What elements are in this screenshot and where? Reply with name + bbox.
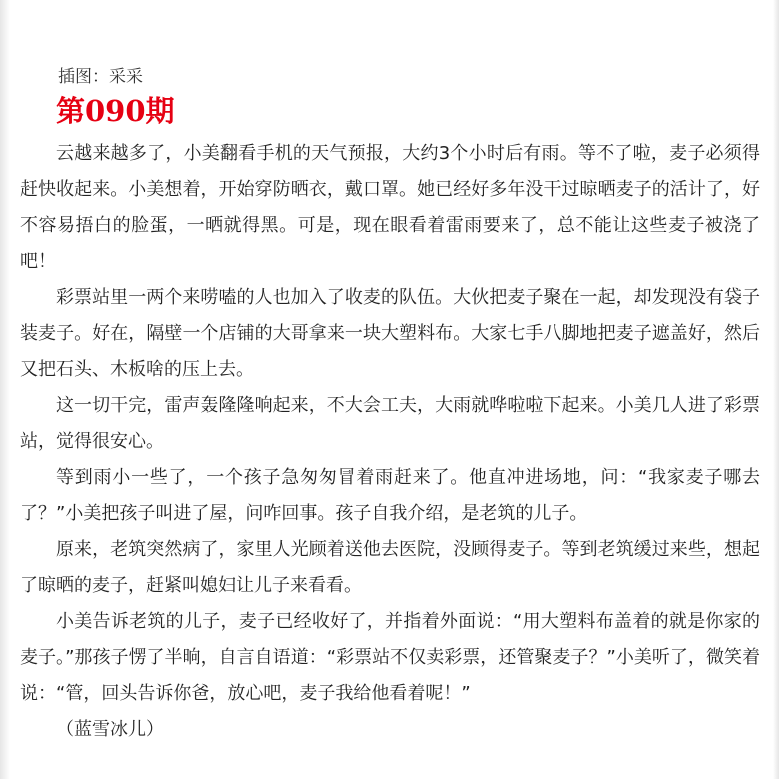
article-paragraph-5: 原来，老筑突然病了，家里人光顾着送他去医院，没顾得麦子。等到老筑缓过来些，想起了晾晒的麦子，赶紧叫媳妇让儿子来看看。 <box>20 539 760 596</box>
article-paragraph-3: 这一切干完，雷声轰隆隆响起来，不大会工夫，大雨就哗啦啦下起来。小美几人进了彩票站，觉得很安心。 <box>20 395 760 452</box>
author-signature: （蓝雪冰儿） <box>56 719 164 740</box>
illustration-credit: 插图：采采 <box>58 67 143 87</box>
page-left-edge <box>0 0 10 779</box>
page-right-edge <box>773 0 779 779</box>
article-paragraph-2: 彩票站里一两个来唠嗑的人也加入了收麦的队伍。大伙把麦子聚在一起，却发现没有袋子装麦子。好在，隔壁一个店铺的大哥拿来一块大塑料布。大家七手八脚地把麦子遮盖好，然后又把石头、木板啥的压上去。 <box>20 287 760 380</box>
article-paragraph-6: 小美告诉老筑的儿子，麦子已经收好了，并指着外面说：“用大塑料布盖着的就是你家的麦子。”那孩子愣了半晌，自言自语道：“彩票站不仅卖彩票，还管聚麦子？”小美听了，微笑着说：“管，回头告诉你爸，放心吧，麦子我给他看着呢！” <box>20 611 760 704</box>
article-paragraph-1: 云越来越多了，小美翻看手机的天气预报，大约3个小时后有雨。等不了啦，麦子必须得赶快收起来。小美想着，开始穿防晒衣，戴口罩。她已经好多年没干过晾晒麦子的活计了，好不容易捂白的脸蛋，一晒就得黑。可是，现在眼看着雷雨要来了，总不能让这些麦子被浇了吧！ <box>20 143 760 272</box>
article-paragraph-4: 等到雨小一些了，一个孩子急匆匆冒着雨赶来了。他直冲进场地，问：“我家麦子哪去了？”小美把孩子叫进了屋，问咋回事。孩子自我介绍，是老筑的儿子。 <box>20 467 760 524</box>
issue-title: 第090期 <box>56 94 175 128</box>
article-body <box>20 136 760 748</box>
